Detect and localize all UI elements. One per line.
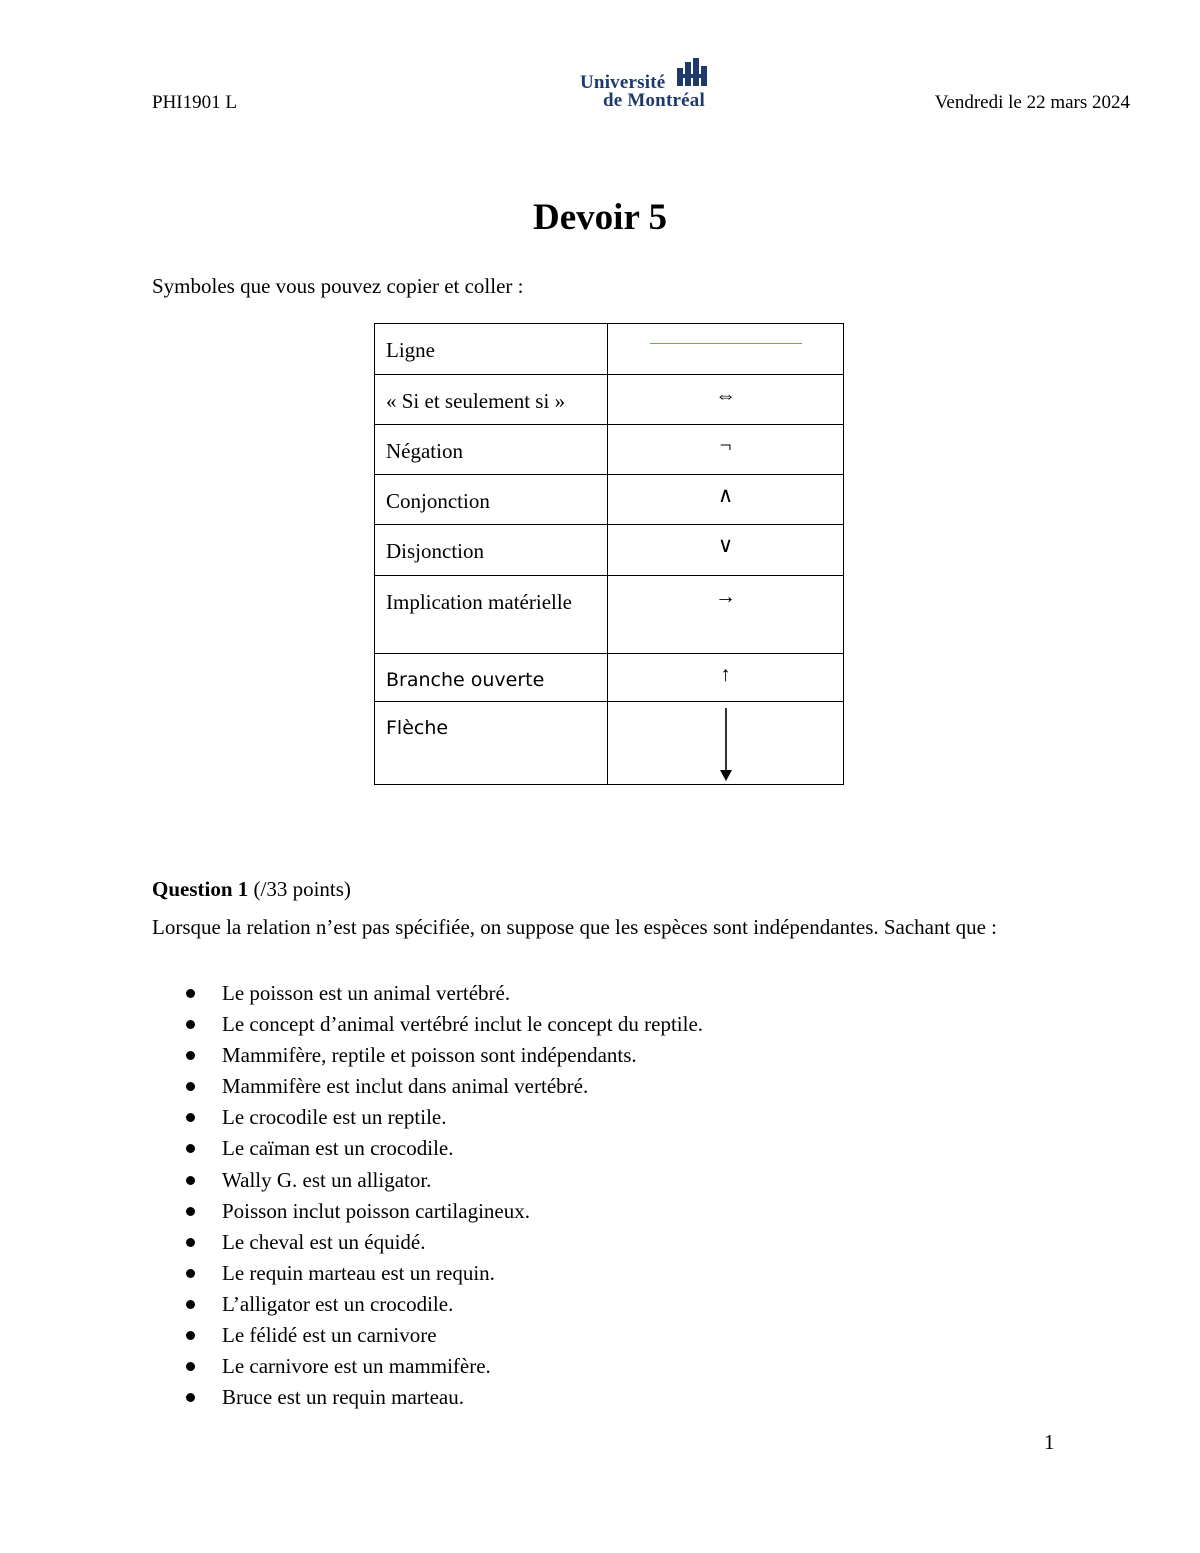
symbol-label: Disjonction [375, 525, 608, 576]
fact-text: Le félidé est un carnivore [222, 1323, 437, 1348]
logo-text-line2: de Montréal [603, 90, 705, 111]
symbols-table [374, 323, 844, 785]
bullet-icon [186, 1020, 195, 1029]
fact-text: Poisson inclut poisson cartilagineux. [222, 1198, 530, 1223]
fact-text: Mammifère, reptile et poisson sont indépendants. [222, 1043, 637, 1068]
symbol-cell [608, 375, 844, 425]
fact-text: Le requin marteau est un requin. [222, 1260, 495, 1285]
assignment-date: Vendredi le 22 mars 2024 [934, 92, 1130, 113]
implication-symbol: → [715, 584, 736, 608]
fact-text: L’alligator est un crocodile. [222, 1291, 454, 1316]
list-item [152, 1103, 703, 1134]
table-row [375, 324, 844, 375]
bullet-icon [186, 1269, 195, 1278]
bullet-icon [186, 1207, 195, 1216]
question-points: (/33 points) [253, 877, 351, 901]
bullet-icon [186, 1362, 195, 1371]
list-item [152, 1259, 703, 1290]
page-number: 1 [1044, 1430, 1055, 1454]
negation-symbol: ¬ [719, 433, 732, 457]
symbol-label: Flèche [375, 702, 608, 785]
fact-text: Le cheval est un équidé. [222, 1229, 426, 1254]
fact-text: Le concept d’animal vertébré inclut le concept du reptile. [222, 1012, 704, 1037]
symbol-cell [608, 525, 844, 576]
symbols-intro: Symboles que vous pouvez copier et coller : [152, 274, 524, 298]
symbol-cell [608, 702, 844, 785]
table-row [375, 375, 844, 425]
symbol-cell [608, 425, 844, 475]
course-code: PHI1901 L [152, 92, 237, 113]
green-line-symbol [650, 343, 802, 344]
bullet-icon [186, 1331, 195, 1340]
list-item [152, 1134, 703, 1165]
table-row [375, 525, 844, 576]
symbol-label: « Si et seulement si » [375, 375, 608, 425]
list-item [152, 1166, 703, 1197]
open-branch-symbol: ↑ [720, 662, 731, 686]
down-arrow-icon [716, 706, 736, 784]
table-row [375, 475, 844, 525]
question-text: Lorsque la relation n’est pas spécifiée, on suppose que les espèces sont indépendantes. Sachant que : [152, 915, 997, 939]
list-item [152, 1290, 703, 1321]
list-item [152, 1197, 703, 1228]
symbol-label: Implication matérielle [375, 576, 608, 654]
bullet-icon [186, 1393, 195, 1402]
question-number: Question 1 [152, 877, 249, 901]
bullet-icon [186, 1300, 195, 1309]
list-item [152, 1321, 703, 1352]
fact-text: Bruce est un requin marteau. [222, 1385, 464, 1410]
fact-text: Le poisson est un animal vertébré. [222, 981, 511, 1005]
symbol-label: Négation [375, 425, 608, 475]
fact-text: Le carnivore est un mammifère. [222, 1354, 491, 1379]
fact-text: Le crocodile est un reptile. [222, 1105, 447, 1130]
list-item [152, 1041, 703, 1072]
table-row [375, 654, 844, 702]
fact-text: Mammifère est inclut dans animal vertébré. [222, 1074, 589, 1099]
symbol-label: Ligne [375, 324, 608, 375]
list-item [152, 1072, 703, 1103]
university-emblem-icon [675, 58, 711, 88]
table-row [375, 576, 844, 654]
list-item [152, 979, 703, 1010]
bullet-icon [186, 1176, 195, 1185]
bullet-icon [186, 989, 195, 998]
list-item [152, 1228, 703, 1259]
symbol-label: Branche ouverte [375, 654, 608, 702]
bullet-icon [186, 1238, 195, 1247]
logo-text-line1: Université [580, 72, 666, 93]
university-logo [578, 56, 718, 112]
symbol-cell [608, 475, 844, 525]
list-item [152, 1383, 703, 1414]
iff-symbol: ⇔ [715, 383, 736, 407]
page-title: Devoir 5 [533, 197, 667, 238]
bullet-icon [186, 1144, 195, 1153]
table-row [375, 425, 844, 475]
disjunction-symbol: ∨ [717, 533, 734, 557]
conjunction-symbol: ∧ [717, 483, 734, 507]
fact-text: Wally G. est un alligator. [222, 1167, 432, 1192]
question-heading [152, 877, 351, 902]
list-item [152, 1352, 703, 1383]
list-item [152, 1010, 703, 1041]
facts-list [152, 979, 703, 1414]
symbol-cell [608, 654, 844, 702]
table-row [375, 702, 844, 785]
bullet-icon [186, 1051, 195, 1060]
symbol-cell [608, 324, 844, 375]
symbol-cell [608, 576, 844, 654]
symbol-label: Conjonction [375, 475, 608, 525]
fact-text: Le caïman est un crocodile. [222, 1136, 454, 1161]
bullet-icon [186, 1113, 195, 1122]
bullet-icon [186, 1082, 195, 1091]
